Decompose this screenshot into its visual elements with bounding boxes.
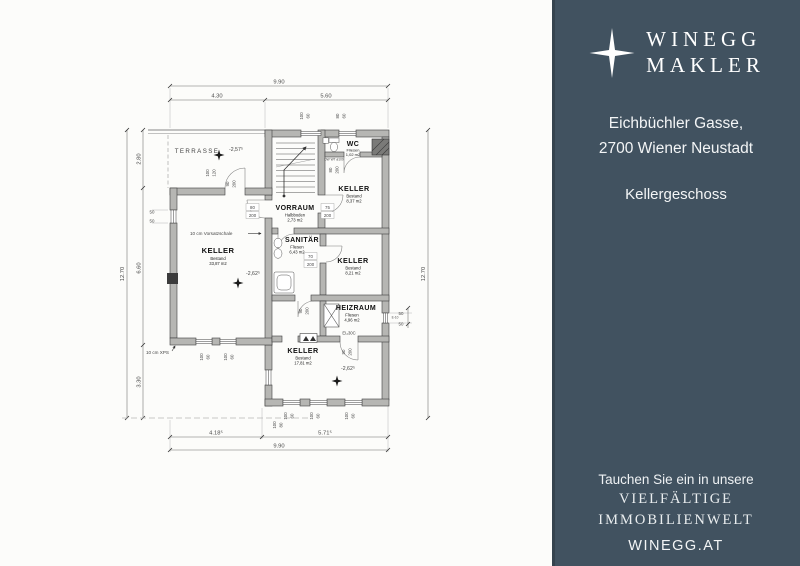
brand-word-2: MAKLER bbox=[646, 53, 765, 77]
room-keller-w: KELLER bbox=[201, 246, 235, 255]
svg-text:80: 80 bbox=[328, 167, 333, 173]
note-wc-fixtures: DW WT ø100 bbox=[324, 157, 344, 162]
svg-text:90: 90 bbox=[298, 308, 303, 314]
wall-column bbox=[167, 273, 178, 284]
svg-text:75: 75 bbox=[325, 204, 330, 210]
note-vorsatzschale: 10 cm Vorsatzschale bbox=[190, 231, 233, 236]
svg-text:60: 60 bbox=[205, 354, 211, 360]
brand-wordmark bbox=[646, 27, 765, 78]
svg-text:8,21 m2: 8,21 m2 bbox=[345, 270, 361, 276]
svg-text:50: 50 bbox=[398, 321, 404, 327]
level-terrasse: -2,57⁵ bbox=[229, 147, 243, 153]
svg-text:100: 100 bbox=[272, 421, 277, 429]
svg-text:Halbboden: Halbboden bbox=[284, 212, 306, 218]
svg-text:90: 90 bbox=[341, 349, 346, 355]
winegg-star-icon bbox=[587, 24, 637, 82]
svg-text:Bestand: Bestand bbox=[345, 265, 361, 271]
svg-text:100: 100 bbox=[309, 412, 314, 420]
brand-logo bbox=[552, 24, 800, 82]
level-keller-s: -2,62⁵ bbox=[341, 366, 355, 372]
footer-serif-1: VIELFÄLTIGE bbox=[618, 491, 734, 507]
room-keller-s: KELLER bbox=[287, 346, 319, 355]
property-address bbox=[552, 112, 800, 162]
level-keller-w: -2,62⁵ bbox=[246, 271, 260, 277]
svg-text:100: 100 bbox=[199, 353, 204, 361]
dim-left-c: 3.30 bbox=[136, 376, 143, 388]
svg-text:200: 200 bbox=[347, 348, 353, 356]
svg-text:120: 120 bbox=[211, 169, 217, 177]
room-heizraum: HEIZRAUM bbox=[335, 305, 377, 312]
floor-grille bbox=[300, 334, 317, 343]
svg-text:100: 100 bbox=[223, 353, 228, 361]
svg-text:70: 70 bbox=[308, 253, 313, 259]
svg-text:2,73 m2: 2,73 m2 bbox=[287, 217, 303, 223]
svg-text:200: 200 bbox=[334, 166, 340, 174]
chimney-block bbox=[372, 139, 389, 155]
footer-serif-2: IMMOBILIENWELT bbox=[598, 512, 754, 528]
dim-bottom-total: 9.90 bbox=[273, 443, 285, 450]
room-terrasse: TERRASSE bbox=[174, 148, 220, 155]
dim-top-total: 9.90 bbox=[273, 79, 285, 86]
svg-text:100: 100 bbox=[344, 412, 349, 420]
sidebar-footer bbox=[552, 472, 800, 554]
brand-word-1: WINEGG bbox=[646, 27, 762, 52]
svg-text:200: 200 bbox=[248, 212, 257, 218]
svg-text:50: 50 bbox=[149, 209, 155, 215]
footer-website: WINEGG.AT bbox=[628, 538, 724, 554]
room-sanitaer: SANITÄR bbox=[285, 237, 319, 244]
svg-text:100: 100 bbox=[299, 112, 304, 120]
note-xps: 10 cm XPS bbox=[146, 350, 169, 355]
svg-text:1,02 m2: 1,02 m2 bbox=[345, 152, 361, 157]
footer-intro: Tauchen Sie ein in unsere bbox=[598, 472, 754, 487]
svg-text:60: 60 bbox=[350, 413, 356, 419]
svg-text:60: 60 bbox=[305, 113, 311, 119]
dim-left-a: 2.80 bbox=[136, 153, 143, 165]
dim-left-b: 6.60 bbox=[136, 262, 143, 274]
svg-text:60: 60 bbox=[315, 413, 321, 419]
svg-text:Bestand: Bestand bbox=[295, 355, 311, 361]
brand-sidebar bbox=[552, 0, 800, 566]
svg-text:17,81 m2: 17,81 m2 bbox=[294, 360, 312, 366]
svg-text:Fliesen: Fliesen bbox=[345, 312, 359, 318]
dim-right-total: 12.70 bbox=[421, 266, 427, 282]
svg-text:6,43 m2: 6,43 m2 bbox=[289, 249, 305, 255]
svg-text:100: 100 bbox=[205, 169, 210, 177]
svg-text:80: 80 bbox=[335, 113, 340, 119]
address-line-2: 2700 Wiener Neustadt bbox=[598, 139, 754, 157]
staircase bbox=[276, 143, 315, 197]
svg-text:200: 200 bbox=[304, 307, 310, 315]
svg-text:200: 200 bbox=[323, 212, 332, 218]
room-keller-o: KELLER bbox=[337, 256, 369, 265]
svg-text:Bestand: Bestand bbox=[210, 256, 226, 261]
svg-text:Fliesen: Fliesen bbox=[346, 147, 360, 153]
dim-bottom-b: 5.71⁵ bbox=[318, 430, 332, 437]
room-vorraum: VORRAUM bbox=[275, 205, 315, 212]
svg-text:90: 90 bbox=[225, 181, 230, 187]
svg-text:8,37 m2: 8,37 m2 bbox=[346, 198, 362, 204]
svg-text:50: 50 bbox=[149, 218, 155, 224]
svg-text:50: 50 bbox=[398, 311, 404, 316]
svg-text:60: 60 bbox=[341, 113, 347, 119]
dim-top-a: 4.30 bbox=[211, 93, 223, 100]
svg-text:100: 100 bbox=[283, 412, 288, 420]
svg-text:80: 80 bbox=[278, 422, 284, 428]
dim-top-b: 5.60 bbox=[320, 93, 332, 100]
svg-text:80: 80 bbox=[250, 204, 255, 210]
terrace-edge bbox=[148, 130, 265, 188]
svg-text:200: 200 bbox=[306, 261, 315, 267]
svg-text:60: 60 bbox=[289, 413, 295, 419]
dim-left-total: 12.70 bbox=[120, 266, 126, 282]
room-wc: WC bbox=[346, 141, 360, 148]
address-line-1: Eichbüchler Gasse, bbox=[608, 115, 744, 132]
floor-label: Kellergeschoss bbox=[625, 185, 727, 203]
note-fire-door: EI₂30C bbox=[342, 330, 356, 336]
svg-text:4,96 m2: 4,96 m2 bbox=[344, 317, 360, 323]
svg-text:33,87 m2: 33,87 m2 bbox=[209, 261, 227, 266]
room-keller-no: KELLER bbox=[338, 184, 370, 193]
dim-bottom-a: 4.18⁵ bbox=[209, 430, 223, 437]
svg-text:Fliesen: Fliesen bbox=[290, 244, 304, 250]
svg-text:Bestand: Bestand bbox=[346, 193, 362, 199]
svg-text:60: 60 bbox=[229, 354, 235, 360]
svg-text:200: 200 bbox=[231, 180, 237, 188]
label-e10: E-10 bbox=[391, 315, 399, 320]
